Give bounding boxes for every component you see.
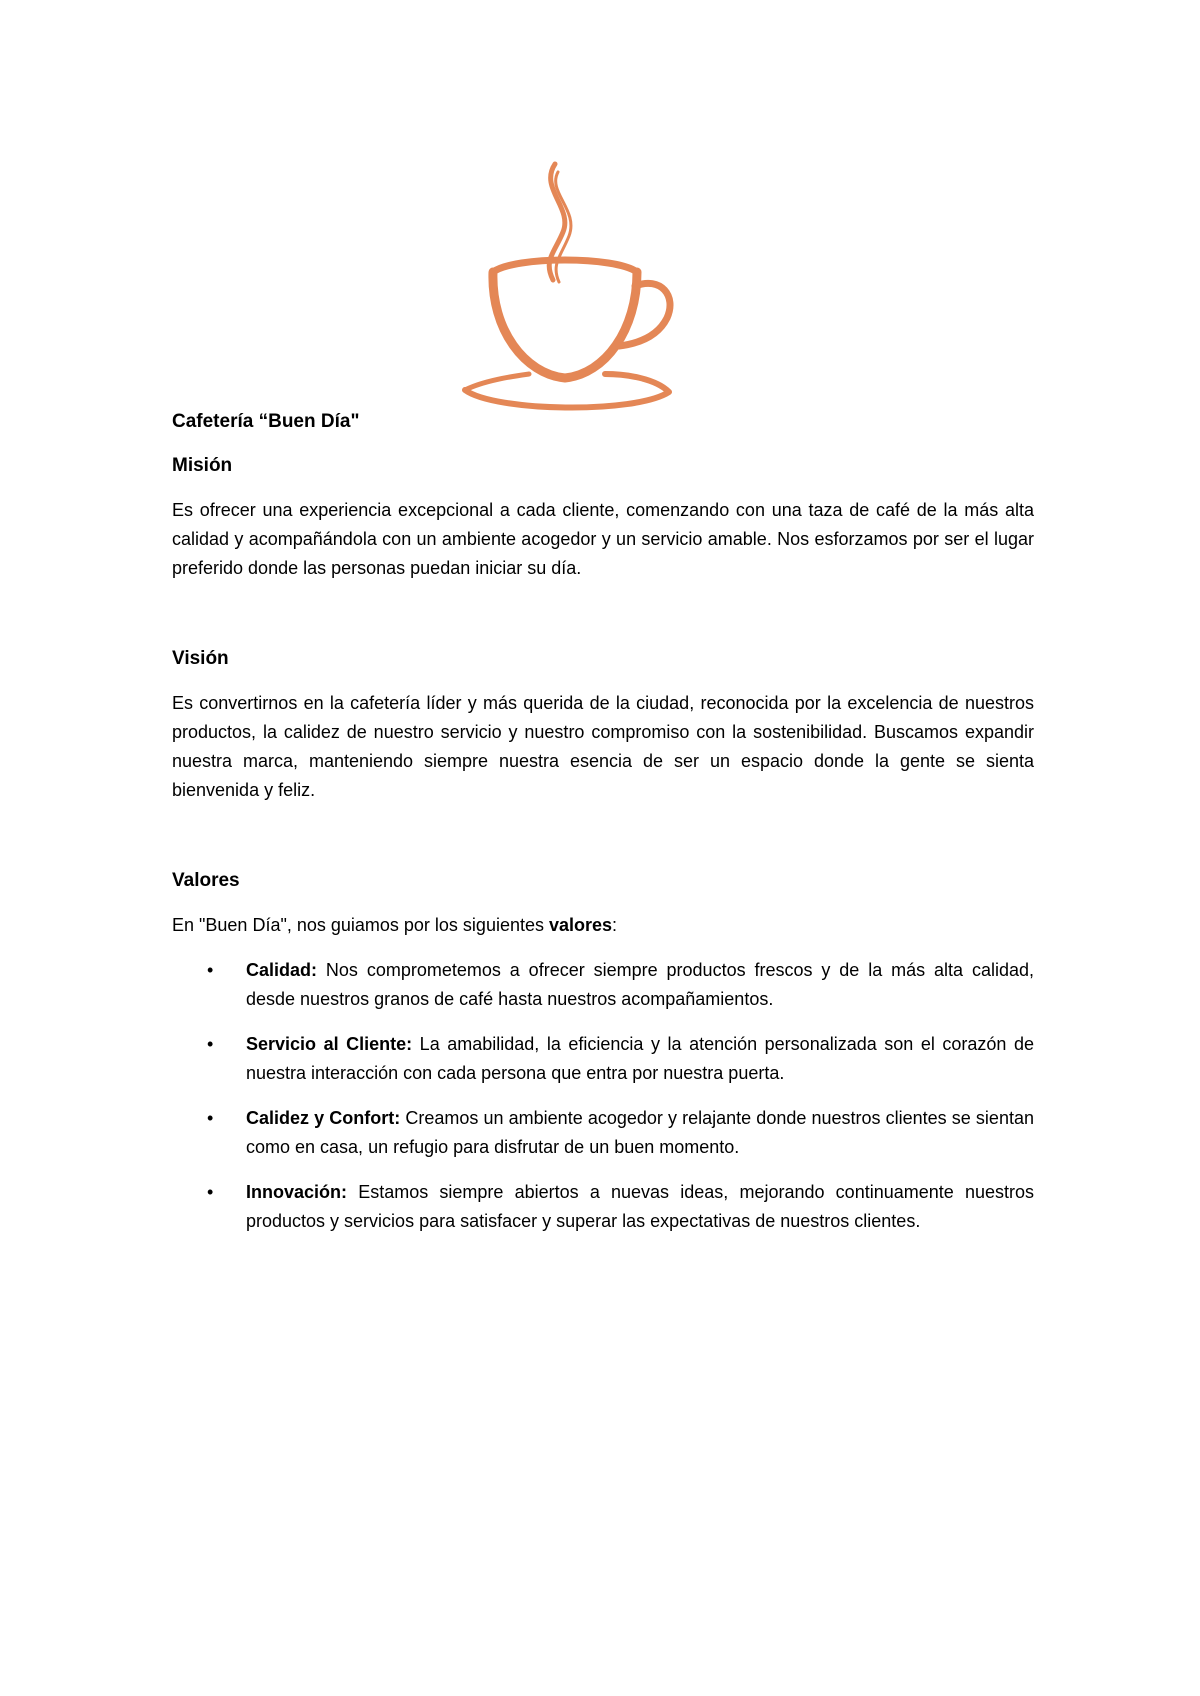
value-term: Servicio al Cliente: bbox=[246, 1034, 413, 1054]
bullet: • bbox=[207, 1108, 214, 1128]
vision-text: Es convertirnos en la cafetería líder y más querida de la ciudad, reconocida por la excelencia de nuestros productos, la calidez de nuestro servicio y nuestro compromiso con la sostenibilidad. Buscamos expandir nuestra marca, manteniendo siempre nuestra esencia de ser un espacio donde la gente se sienta bienvenida y feliz. bbox=[172, 693, 1034, 800]
value-term: Calidad: bbox=[246, 960, 318, 980]
bullet: • bbox=[207, 1182, 214, 1202]
list-item bbox=[172, 1178, 1034, 1236]
values-list bbox=[172, 956, 1034, 1236]
spacer bbox=[172, 805, 1034, 867]
document-body bbox=[172, 408, 1034, 1252]
values-intro bbox=[172, 911, 1034, 940]
value-text: La amabilidad, la eficiencia y la atención personalizada son el corazón de nuestra interacción con cada persona que entra por nuestra puerta. bbox=[246, 1034, 1034, 1083]
bullet: • bbox=[207, 1034, 214, 1054]
values-intro-bold: valores bbox=[549, 915, 613, 935]
list-item bbox=[172, 1030, 1034, 1088]
value-text: Estamos siempre abiertos a nuevas ideas, mejorando continuamente nuestros productos y servicios para satisfacer y superar las expectativas de nuestros clientes. bbox=[246, 1182, 1034, 1231]
value-term: Innovación: bbox=[246, 1182, 348, 1202]
document-title: Cafetería “Buen Día" bbox=[172, 411, 360, 432]
mission-text: Es ofrecer una experiencia excepcional a cada cliente, comenzando con una taza de café de la más alta calidad y acompañándola con un ambiente acogedor y un servicio amable. Nos esforzamos por ser el lugar preferido donde las personas puedan iniciar su día. bbox=[172, 500, 1034, 578]
values-intro-suffix: : bbox=[612, 915, 618, 935]
value-term: Calidez y Confort: bbox=[246, 1108, 401, 1128]
value-text: Nos comprometemos a ofrecer siempre productos frescos y de la más alta calidad, desde nuestros granos de café hasta nuestros acompañamientos. bbox=[246, 960, 1034, 1009]
mission-heading: Misión bbox=[172, 455, 233, 476]
bullet: • bbox=[207, 960, 214, 980]
vision-heading: Visión bbox=[172, 648, 229, 669]
coffee-cup-icon bbox=[455, 160, 687, 420]
value-text: Creamos un ambiente acogedor y relajante donde nuestros clientes se sientan como en casa, un refugio para disfrutar de un buen momento. bbox=[246, 1108, 1034, 1157]
spacer bbox=[172, 583, 1034, 645]
list-item bbox=[172, 956, 1034, 1014]
values-heading: Valores bbox=[172, 870, 240, 891]
values-intro-prefix: En "Buen Día", nos guiamos por los siguientes bbox=[172, 915, 549, 935]
list-item bbox=[172, 1104, 1034, 1162]
